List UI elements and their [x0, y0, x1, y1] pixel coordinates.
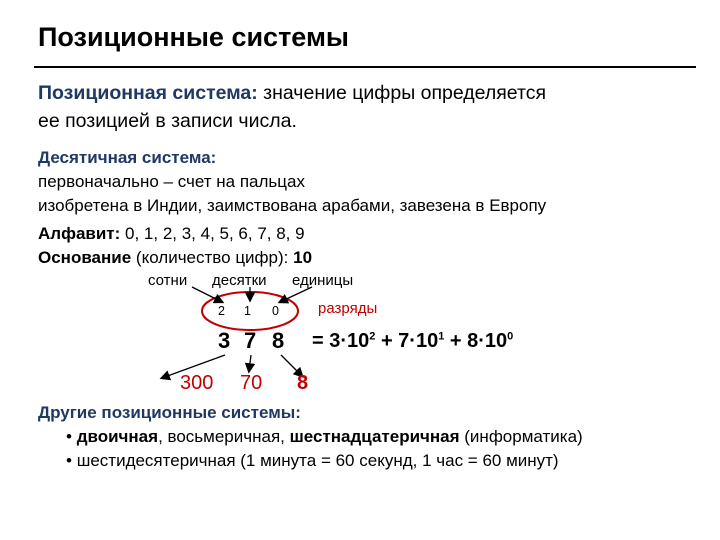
label-tens: десятки: [212, 272, 267, 289]
arrow-units: [280, 287, 312, 302]
digit-8: 8: [272, 328, 285, 353]
other-bullet-1: • двоичная, восьмеричная, шестнадцатеричная (информатика): [66, 427, 583, 446]
digit-7: 7: [244, 328, 257, 353]
positions-label: разряды: [318, 300, 378, 317]
definition-term: Позиционная система:: [38, 82, 258, 104]
value-70: 70: [240, 372, 263, 394]
arrow-hundreds: [192, 287, 222, 302]
base-text: (количество цифр):: [131, 248, 294, 267]
base-label: Основание: [38, 248, 132, 267]
digit-3: 3: [218, 328, 231, 353]
position-0: 0: [272, 304, 279, 318]
position-1: 1: [244, 304, 251, 318]
expansion-formula: = $3\cdot 10^2 + 7\cdot 10^1 + 8\cdot 10^0$: [312, 330, 514, 352]
slide-title: Позиционные системы: [38, 22, 349, 52]
other-bullet-2: • шестидесятеричная (1 минута = 60 секунд, 1 час = 60 минут): [66, 451, 559, 470]
value-8: 8: [297, 372, 309, 394]
position-2: 2: [218, 304, 225, 318]
definition-line-2: ее позицией в записи числа.: [38, 110, 297, 132]
other-heading: Другие позиционные системы:: [38, 403, 301, 422]
definition-text: значение цифры определяется: [257, 82, 547, 104]
decimal-line-2: изобретена в Индии, заимствована арабами, завезена в Европу: [38, 196, 547, 215]
alphabet-value: 0, 1, 2, 3, 4, 5, 6, 7, 8, 9: [120, 224, 305, 243]
arrow-to-70: [249, 355, 251, 371]
decimal-heading: Десятичная система:: [38, 148, 217, 167]
label-units: единицы: [292, 272, 354, 289]
alphabet-label: Алфавит:: [38, 224, 121, 243]
label-hundreds: сотни: [148, 272, 188, 289]
base-value: 10: [293, 248, 313, 267]
value-300: 300: [180, 372, 214, 394]
decimal-line-1: первоначально – счет на пальцах: [38, 172, 305, 191]
